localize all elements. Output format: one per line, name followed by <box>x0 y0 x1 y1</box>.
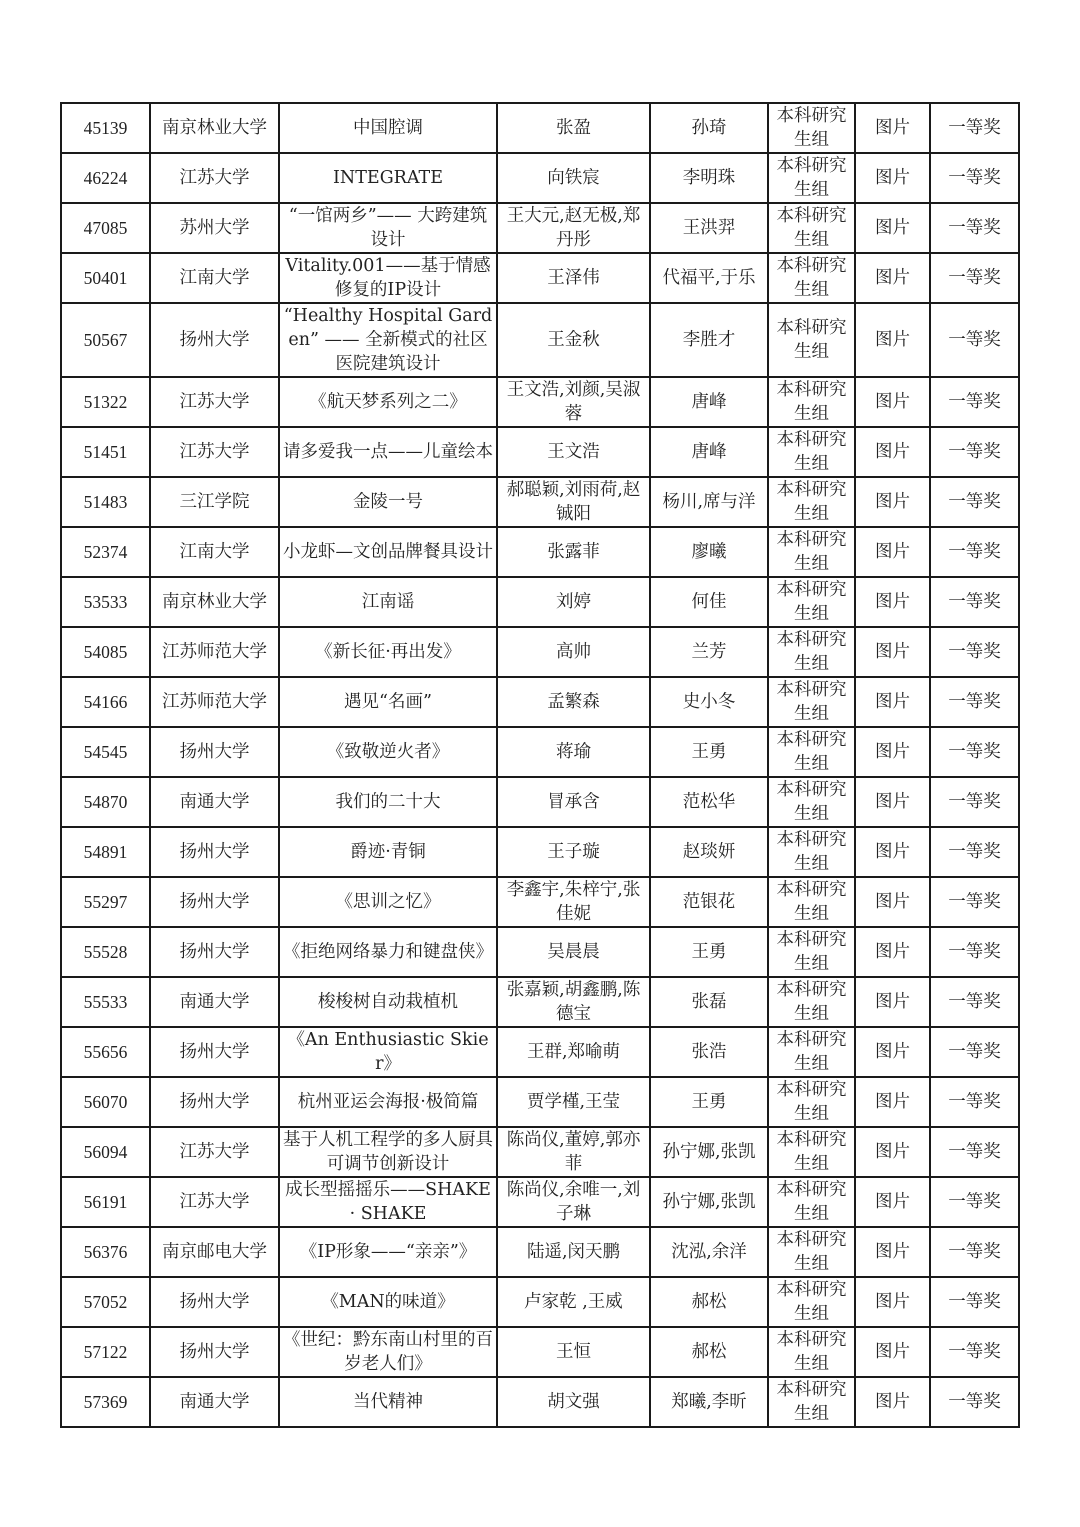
table-row <box>61 927 1019 977</box>
advisor-cell: 孙宁娜,张凯 <box>650 1177 768 1227</box>
work-title-cell: 《思训之忆》 <box>279 877 497 927</box>
authors-cell: 孟繁森 <box>497 677 650 727</box>
entry-id-cell: 54891 <box>61 827 150 877</box>
school-cell: 扬州大学 <box>150 877 279 927</box>
work-title-cell: 基于人机工程学的多人厨具可调节创新设计 <box>279 1127 497 1177</box>
entry-id-cell: 54545 <box>61 727 150 777</box>
entry-id-cell: 57369 <box>61 1377 150 1427</box>
category-cell: 图片 <box>855 877 930 927</box>
award-cell: 一等奖 <box>930 1327 1019 1377</box>
group-cell: 本科研究生组 <box>768 1277 855 1327</box>
advisor-cell: 范松华 <box>650 777 768 827</box>
entry-id-cell: 55528 <box>61 927 150 977</box>
entry-id-cell: 51483 <box>61 477 150 527</box>
school-cell: 扬州大学 <box>150 1327 279 1377</box>
advisor-cell: 唐峰 <box>650 377 768 427</box>
entry-id-cell: 47085 <box>61 203 150 253</box>
entry-id-cell: 56376 <box>61 1227 150 1277</box>
table-row <box>61 577 1019 627</box>
work-title-cell: 《致敬逆火者》 <box>279 727 497 777</box>
table-row <box>61 427 1019 477</box>
entry-id-cell: 53533 <box>61 577 150 627</box>
table-row <box>61 1377 1019 1427</box>
award-cell: 一等奖 <box>930 1077 1019 1127</box>
group-cell: 本科研究生组 <box>768 427 855 477</box>
work-title-cell: 爵迹·青铜 <box>279 827 497 877</box>
group-cell: 本科研究生组 <box>768 1077 855 1127</box>
category-cell: 图片 <box>855 303 930 377</box>
advisor-cell: 郝松 <box>650 1327 768 1377</box>
authors-cell: 王子璇 <box>497 827 650 877</box>
authors-cell: 王群,郑喻萌 <box>497 1027 650 1077</box>
work-title-cell: 《拒绝网络暴力和键盘侠》 <box>279 927 497 977</box>
category-cell: 图片 <box>855 477 930 527</box>
category-cell: 图片 <box>855 103 930 153</box>
award-cell: 一等奖 <box>930 477 1019 527</box>
authors-cell: 贾学槿,王莹 <box>497 1077 650 1127</box>
advisor-cell: 兰芳 <box>650 627 768 677</box>
category-cell: 图片 <box>855 527 930 577</box>
school-cell: 江苏大学 <box>150 427 279 477</box>
work-title-cell: 《An Enthusiastic Skier》 <box>279 1027 497 1077</box>
authors-cell: 刘婷 <box>497 577 650 627</box>
work-title-cell: 《MAN的味道》 <box>279 1277 497 1327</box>
group-cell: 本科研究生组 <box>768 1177 855 1227</box>
school-cell: 南通大学 <box>150 777 279 827</box>
authors-cell: 王金秋 <box>497 303 650 377</box>
entry-id-cell: 56070 <box>61 1077 150 1127</box>
school-cell: 江南大学 <box>150 527 279 577</box>
school-cell: 扬州大学 <box>150 1077 279 1127</box>
entry-id-cell: 51451 <box>61 427 150 477</box>
group-cell: 本科研究生组 <box>768 377 855 427</box>
group-cell: 本科研究生组 <box>768 927 855 977</box>
advisor-cell: 孙琦 <box>650 103 768 153</box>
table-row <box>61 153 1019 203</box>
category-cell: 图片 <box>855 1227 930 1277</box>
category-cell: 图片 <box>855 977 930 1027</box>
category-cell: 图片 <box>855 427 930 477</box>
school-cell: 苏州大学 <box>150 203 279 253</box>
group-cell: 本科研究生组 <box>768 527 855 577</box>
school-cell: 扬州大学 <box>150 927 279 977</box>
award-cell: 一等奖 <box>930 527 1019 577</box>
award-cell: 一等奖 <box>930 727 1019 777</box>
advisor-cell: 张磊 <box>650 977 768 1027</box>
advisor-cell: 李胜才 <box>650 303 768 377</box>
advisor-cell: 唐峰 <box>650 427 768 477</box>
award-cell: 一等奖 <box>930 303 1019 377</box>
work-title-cell: 请多爱我一点——儿童绘本 <box>279 427 497 477</box>
school-cell: 南通大学 <box>150 977 279 1027</box>
school-cell: 扬州大学 <box>150 303 279 377</box>
work-title-cell: 《世纪：黔东南山村里的百岁老人们》 <box>279 1327 497 1377</box>
group-cell: 本科研究生组 <box>768 303 855 377</box>
advisor-cell: 沈泓,余洋 <box>650 1227 768 1277</box>
table-row <box>61 727 1019 777</box>
table-row <box>61 677 1019 727</box>
category-cell: 图片 <box>855 1177 930 1227</box>
work-title-cell: INTEGRATE <box>279 153 497 203</box>
work-title-cell: 《IP形象——“亲亲”》 <box>279 1227 497 1277</box>
award-cell: 一等奖 <box>930 103 1019 153</box>
category-cell: 图片 <box>855 827 930 877</box>
group-cell: 本科研究生组 <box>768 1027 855 1077</box>
entry-id-cell: 55533 <box>61 977 150 1027</box>
entry-id-cell: 55297 <box>61 877 150 927</box>
table-row <box>61 827 1019 877</box>
table-row <box>61 303 1019 377</box>
work-title-cell: 梭梭树自动栽植机 <box>279 977 497 1027</box>
school-cell: 江南大学 <box>150 253 279 303</box>
authors-cell: 王文浩,刘颜,吴淑蓉 <box>497 377 650 427</box>
award-cell: 一等奖 <box>930 253 1019 303</box>
award-cell: 一等奖 <box>930 1127 1019 1177</box>
table-row <box>61 253 1019 303</box>
school-cell: 南京林业大学 <box>150 103 279 153</box>
group-cell: 本科研究生组 <box>768 1127 855 1177</box>
advisor-cell: 何佳 <box>650 577 768 627</box>
group-cell: 本科研究生组 <box>768 777 855 827</box>
group-cell: 本科研究生组 <box>768 103 855 153</box>
advisor-cell: 王勇 <box>650 927 768 977</box>
table-row <box>61 977 1019 1027</box>
work-title-cell: 成长型摇摇乐——SHAKE · SHAKE <box>279 1177 497 1227</box>
table-body <box>61 103 1019 1427</box>
entry-id-cell: 56191 <box>61 1177 150 1227</box>
school-cell: 南通大学 <box>150 1377 279 1427</box>
advisor-cell: 孙宁娜,张凯 <box>650 1127 768 1177</box>
award-cell: 一等奖 <box>930 427 1019 477</box>
entry-id-cell: 54166 <box>61 677 150 727</box>
authors-cell: 蒋瑜 <box>497 727 650 777</box>
category-cell: 图片 <box>855 377 930 427</box>
advisor-cell: 杨川,席与洋 <box>650 477 768 527</box>
award-cell: 一等奖 <box>930 977 1019 1027</box>
school-cell: 江苏大学 <box>150 153 279 203</box>
entry-id-cell: 46224 <box>61 153 150 203</box>
school-cell: 江苏大学 <box>150 1177 279 1227</box>
category-cell: 图片 <box>855 253 930 303</box>
award-cell: 一等奖 <box>930 927 1019 977</box>
authors-cell: 李鑫宇,朱梓宁,张佳妮 <box>497 877 650 927</box>
category-cell: 图片 <box>855 577 930 627</box>
school-cell: 江苏大学 <box>150 377 279 427</box>
advisor-cell: 王勇 <box>650 1077 768 1127</box>
school-cell: 江苏大学 <box>150 1127 279 1177</box>
authors-cell: 王泽伟 <box>497 253 650 303</box>
work-title-cell: 我们的二十大 <box>279 777 497 827</box>
group-cell: 本科研究生组 <box>768 627 855 677</box>
school-cell: 南京邮电大学 <box>150 1227 279 1277</box>
table-row <box>61 203 1019 253</box>
table-row <box>61 877 1019 927</box>
table-row <box>61 1177 1019 1227</box>
entry-id-cell: 57122 <box>61 1327 150 1377</box>
school-cell: 江苏师范大学 <box>150 627 279 677</box>
work-title-cell: “一馆两乡”—— 大跨建筑设计 <box>279 203 497 253</box>
awards-table <box>60 102 1020 1428</box>
school-cell: 南京林业大学 <box>150 577 279 627</box>
entry-id-cell: 54085 <box>61 627 150 677</box>
work-title-cell: 小龙虾—文创品牌餐具设计 <box>279 527 497 577</box>
authors-cell: 王恒 <box>497 1327 650 1377</box>
table-row <box>61 1277 1019 1327</box>
award-cell: 一等奖 <box>930 153 1019 203</box>
advisor-cell: 赵琰妍 <box>650 827 768 877</box>
table-row <box>61 627 1019 677</box>
advisor-cell: 王洪羿 <box>650 203 768 253</box>
advisor-cell: 王勇 <box>650 727 768 777</box>
table-row <box>61 377 1019 427</box>
award-cell: 一等奖 <box>930 377 1019 427</box>
category-cell: 图片 <box>855 927 930 977</box>
group-cell: 本科研究生组 <box>768 1327 855 1377</box>
category-cell: 图片 <box>855 1377 930 1427</box>
group-cell: 本科研究生组 <box>768 1227 855 1277</box>
category-cell: 图片 <box>855 153 930 203</box>
table-row <box>61 527 1019 577</box>
advisor-cell: 郝松 <box>650 1277 768 1327</box>
award-cell: 一等奖 <box>930 1177 1019 1227</box>
authors-cell: 胡文强 <box>497 1377 650 1427</box>
work-title-cell: 遇见“名画” <box>279 677 497 727</box>
table-row <box>61 477 1019 527</box>
group-cell: 本科研究生组 <box>768 253 855 303</box>
group-cell: 本科研究生组 <box>768 727 855 777</box>
work-title-cell: 《航天梦系列之二》 <box>279 377 497 427</box>
work-title-cell: 金陵一号 <box>279 477 497 527</box>
award-cell: 一等奖 <box>930 1277 1019 1327</box>
group-cell: 本科研究生组 <box>768 577 855 627</box>
category-cell: 图片 <box>855 777 930 827</box>
group-cell: 本科研究生组 <box>768 153 855 203</box>
authors-cell: 陈尚仪,余唯一,刘子琳 <box>497 1177 650 1227</box>
table-row <box>61 777 1019 827</box>
school-cell: 三江学院 <box>150 477 279 527</box>
school-cell: 扬州大学 <box>150 1277 279 1327</box>
authors-cell: 陈尚仪,董婷,郭亦菲 <box>497 1127 650 1177</box>
group-cell: 本科研究生组 <box>768 1377 855 1427</box>
award-cell: 一等奖 <box>930 627 1019 677</box>
advisor-cell: 范银花 <box>650 877 768 927</box>
entry-id-cell: 45139 <box>61 103 150 153</box>
authors-cell: 高帅 <box>497 627 650 677</box>
category-cell: 图片 <box>855 1027 930 1077</box>
category-cell: 图片 <box>855 1077 930 1127</box>
entry-id-cell: 50567 <box>61 303 150 377</box>
category-cell: 图片 <box>855 1127 930 1177</box>
award-cell: 一等奖 <box>930 777 1019 827</box>
advisor-cell: 代福平,于乐 <box>650 253 768 303</box>
entry-id-cell: 50401 <box>61 253 150 303</box>
award-cell: 一等奖 <box>930 827 1019 877</box>
category-cell: 图片 <box>855 677 930 727</box>
authors-cell: 冒承含 <box>497 777 650 827</box>
category-cell: 图片 <box>855 627 930 677</box>
award-cell: 一等奖 <box>930 1227 1019 1277</box>
work-title-cell: 杭州亚运会海报·极简篇 <box>279 1077 497 1127</box>
authors-cell: 张嘉颖,胡鑫鹏,陈德宝 <box>497 977 650 1027</box>
authors-cell: 向铁宸 <box>497 153 650 203</box>
authors-cell: 王文浩 <box>497 427 650 477</box>
award-cell: 一等奖 <box>930 1377 1019 1427</box>
advisor-cell: 史小冬 <box>650 677 768 727</box>
group-cell: 本科研究生组 <box>768 827 855 877</box>
group-cell: 本科研究生组 <box>768 677 855 727</box>
category-cell: 图片 <box>855 203 930 253</box>
authors-cell: 卢家乾 ,王威 <box>497 1277 650 1327</box>
work-title-cell: 当代精神 <box>279 1377 497 1427</box>
group-cell: 本科研究生组 <box>768 877 855 927</box>
entry-id-cell: 51322 <box>61 377 150 427</box>
authors-cell: 吴晨晨 <box>497 927 650 977</box>
table-row <box>61 1127 1019 1177</box>
authors-cell: 张盈 <box>497 103 650 153</box>
work-title-cell: 中国腔调 <box>279 103 497 153</box>
entry-id-cell: 55656 <box>61 1027 150 1077</box>
work-title-cell: “Healthy Hospital Garden” —— 全新模式的社区医院建筑设计 <box>279 303 497 377</box>
group-cell: 本科研究生组 <box>768 977 855 1027</box>
entry-id-cell: 52374 <box>61 527 150 577</box>
category-cell: 图片 <box>855 1277 930 1327</box>
entry-id-cell: 54870 <box>61 777 150 827</box>
advisor-cell: 郑曦,李昕 <box>650 1377 768 1427</box>
table-row <box>61 1027 1019 1077</box>
award-cell: 一等奖 <box>930 677 1019 727</box>
table-row <box>61 1077 1019 1127</box>
authors-cell: 王大元,赵无极,郑丹彤 <box>497 203 650 253</box>
authors-cell: 郝聪颖,刘雨荷,赵铖阳 <box>497 477 650 527</box>
award-cell: 一等奖 <box>930 877 1019 927</box>
advisor-cell: 张浩 <box>650 1027 768 1077</box>
award-cell: 一等奖 <box>930 203 1019 253</box>
category-cell: 图片 <box>855 1327 930 1377</box>
work-title-cell: 江南谣 <box>279 577 497 627</box>
school-cell: 扬州大学 <box>150 727 279 777</box>
category-cell: 图片 <box>855 727 930 777</box>
advisor-cell: 廖曦 <box>650 527 768 577</box>
group-cell: 本科研究生组 <box>768 477 855 527</box>
authors-cell: 陆遥,闵天鹏 <box>497 1227 650 1277</box>
school-cell: 扬州大学 <box>150 1027 279 1077</box>
authors-cell: 张露菲 <box>497 527 650 577</box>
entry-id-cell: 56094 <box>61 1127 150 1177</box>
table-row <box>61 103 1019 153</box>
entry-id-cell: 57052 <box>61 1277 150 1327</box>
school-cell: 扬州大学 <box>150 827 279 877</box>
work-title-cell: Vitality.001——基于情感修复的IP设计 <box>279 253 497 303</box>
school-cell: 江苏师范大学 <box>150 677 279 727</box>
table-row <box>61 1227 1019 1277</box>
advisor-cell: 李明珠 <box>650 153 768 203</box>
work-title-cell: 《新长征·再出发》 <box>279 627 497 677</box>
award-cell: 一等奖 <box>930 1027 1019 1077</box>
group-cell: 本科研究生组 <box>768 203 855 253</box>
award-cell: 一等奖 <box>930 577 1019 627</box>
table-row <box>61 1327 1019 1377</box>
